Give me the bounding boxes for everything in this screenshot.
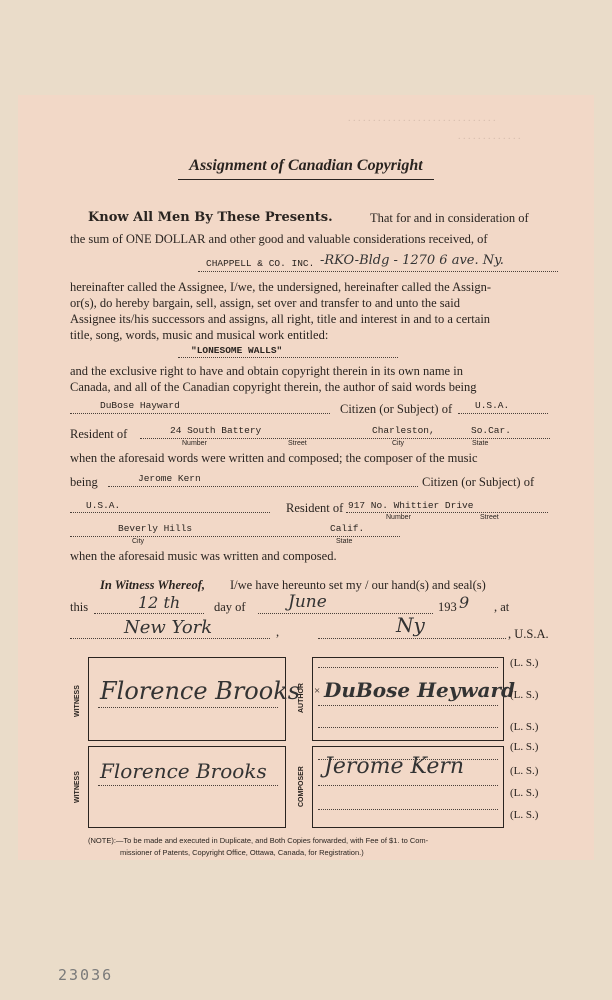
witness-line-1 [98,707,278,708]
author-state: So.Car. [471,425,511,436]
author-address-line [140,438,550,439]
body-line-5: and the exclusive right to have and obtain copyright therein in its own name in [70,364,463,378]
citizen-label-2: Citizen (or Subject) of [422,475,535,489]
state-line [318,638,506,639]
ls-label-4: (L. S.) [510,741,539,753]
citizen-label: Citizen (or Subject) of [340,402,453,416]
ls-label-1: (L. S.) [510,657,539,669]
witness-signature-2: Florence Brooks [100,759,267,783]
composer-state: Calif. [330,523,365,534]
state-handwritten: Ny [396,613,425,637]
composer-line-1 [318,759,498,760]
year-printed: 193 [438,600,457,614]
composer-name: Jerome Kern [138,473,201,484]
sub-label-state-2: State [336,538,353,545]
composer-city: Beverly Hills [118,523,193,534]
assignee-line [198,271,558,272]
day-handwritten: 12 th [138,593,181,612]
author-line-1 [318,667,498,668]
ls-label-6: (L. S.) [510,787,539,799]
pencil-archive-number: 23036 [58,966,114,984]
intro-line-1: That for and in consideration of [370,211,529,225]
body-line-3: Assignee its/his successors and assigns, all right, title and interest in and to a certain [70,312,491,326]
year-handwritten: 9 [459,593,470,612]
witness-heading: In Witness Whereof, [100,578,206,592]
sub-label-number-2: Number [386,514,411,521]
body-line-8: when the aforesaid music was written and composed. [70,549,337,563]
day-line [94,613,204,614]
witness-text: I/we have hereunto set my / our hand(s) and seal(s) [230,578,486,592]
composer-city-line [70,536,400,537]
sub-label-number: Number [182,440,207,447]
ls-label-3: (L. S.) [510,721,539,733]
intro-heading: Know All Men By These Presents. [88,210,333,225]
witness-label-2: WITNESS [74,771,81,803]
note-line-2: missioner of Patents, Copyright Office, Ottawa, Canada, for Registration.) [120,848,364,857]
composer-country-line [70,512,270,513]
day-of-label: day of [214,600,246,614]
document-sheet [18,95,594,860]
this-label: this [70,600,89,614]
being-label: being [70,475,98,489]
author-country-line [458,413,548,414]
resident-label: Resident of [70,427,128,441]
bleed-through-text: . . . . . . . . . . . . . [458,131,521,142]
intro-line-2: the sum of ONE DOLLAR and other good and valuable considerations received, of [70,232,488,246]
song-title-line [178,357,398,358]
title-underline [178,179,434,180]
usa-label: , U.S.A. [508,627,549,641]
witness-label-1: WITNESS [74,685,81,717]
sub-label-city-2: City [132,538,145,545]
composer-line-3 [318,809,498,810]
assignee-name: CHAPPELL & CO. INC. [206,258,315,269]
author-street: 24 South Battery [170,425,262,436]
composer-line-2 [318,785,498,786]
body-line-7: when the aforesaid words were written and composed; the composer of the music [70,451,478,465]
author-label: AUTHOR [298,683,305,713]
comma-mark: , [276,625,280,639]
composer-country: U.S.A. [86,500,121,511]
author-name-line [70,413,330,414]
author-line-2 [318,705,498,706]
body-line-2: or(s), do hereby bargain, sell, assign, set over and transfer to and unto the said [70,296,460,310]
x-mark: × [314,685,321,697]
composer-name-line [108,486,418,487]
resident-label-2: Resident of [286,501,344,515]
assignee-address-handwritten: -RKO-Bldg - 1270 6 ave. Ny. [320,253,504,268]
sub-label-city: City [392,440,405,447]
at-label: , at [494,600,510,614]
ls-label-5: (L. S.) [510,765,539,777]
composer-street: 917 No. Whittier Drive [348,500,474,511]
page-title: Assignment of Canadian Copyright [189,157,423,174]
ls-label-2: (L. S.) [510,689,539,701]
composer-signature: Jerome Kern [324,754,465,779]
witness-signature-1: Florence Brooks [100,677,301,705]
author-name: DuBose Hayward [100,400,180,411]
month-handwritten: June [288,592,327,612]
body-line-6: Canada, and all of the Canadian copyright therein, the author of said words being [70,380,477,394]
composer-street-line [346,512,548,513]
sub-label-street-2: Street [480,514,499,521]
ls-label-7: (L. S.) [510,809,539,821]
sub-label-street: Street [288,440,307,447]
note-line-1: (NOTE):—To be made and executed in Duplicate, and Both Copies forwarded, with Fee of $1. to Com- [88,836,429,845]
place-handwritten: New York [124,617,213,638]
author-country: U.S.A. [475,400,510,411]
body-line-1: hereinafter called the Assignee, I/we, the undersigned, hereinafter called the Assign- [70,280,492,294]
bleed-through-text: . . . . . . . . . . . . . . . . . . . . . . . . . . . . . . [348,113,496,124]
author-signature: DuBose Heyward [324,678,516,702]
song-title: "LONESOME WALLS" [191,345,283,356]
author-city: Charleston, [372,425,435,436]
sub-label-state: State [472,440,489,447]
body-line-4: title, song, words, music and musical work entitled: [70,328,329,342]
composer-label: COMPOSER [298,766,305,807]
place-line [70,638,270,639]
author-line-3 [318,727,498,728]
witness-line-2 [98,785,278,786]
